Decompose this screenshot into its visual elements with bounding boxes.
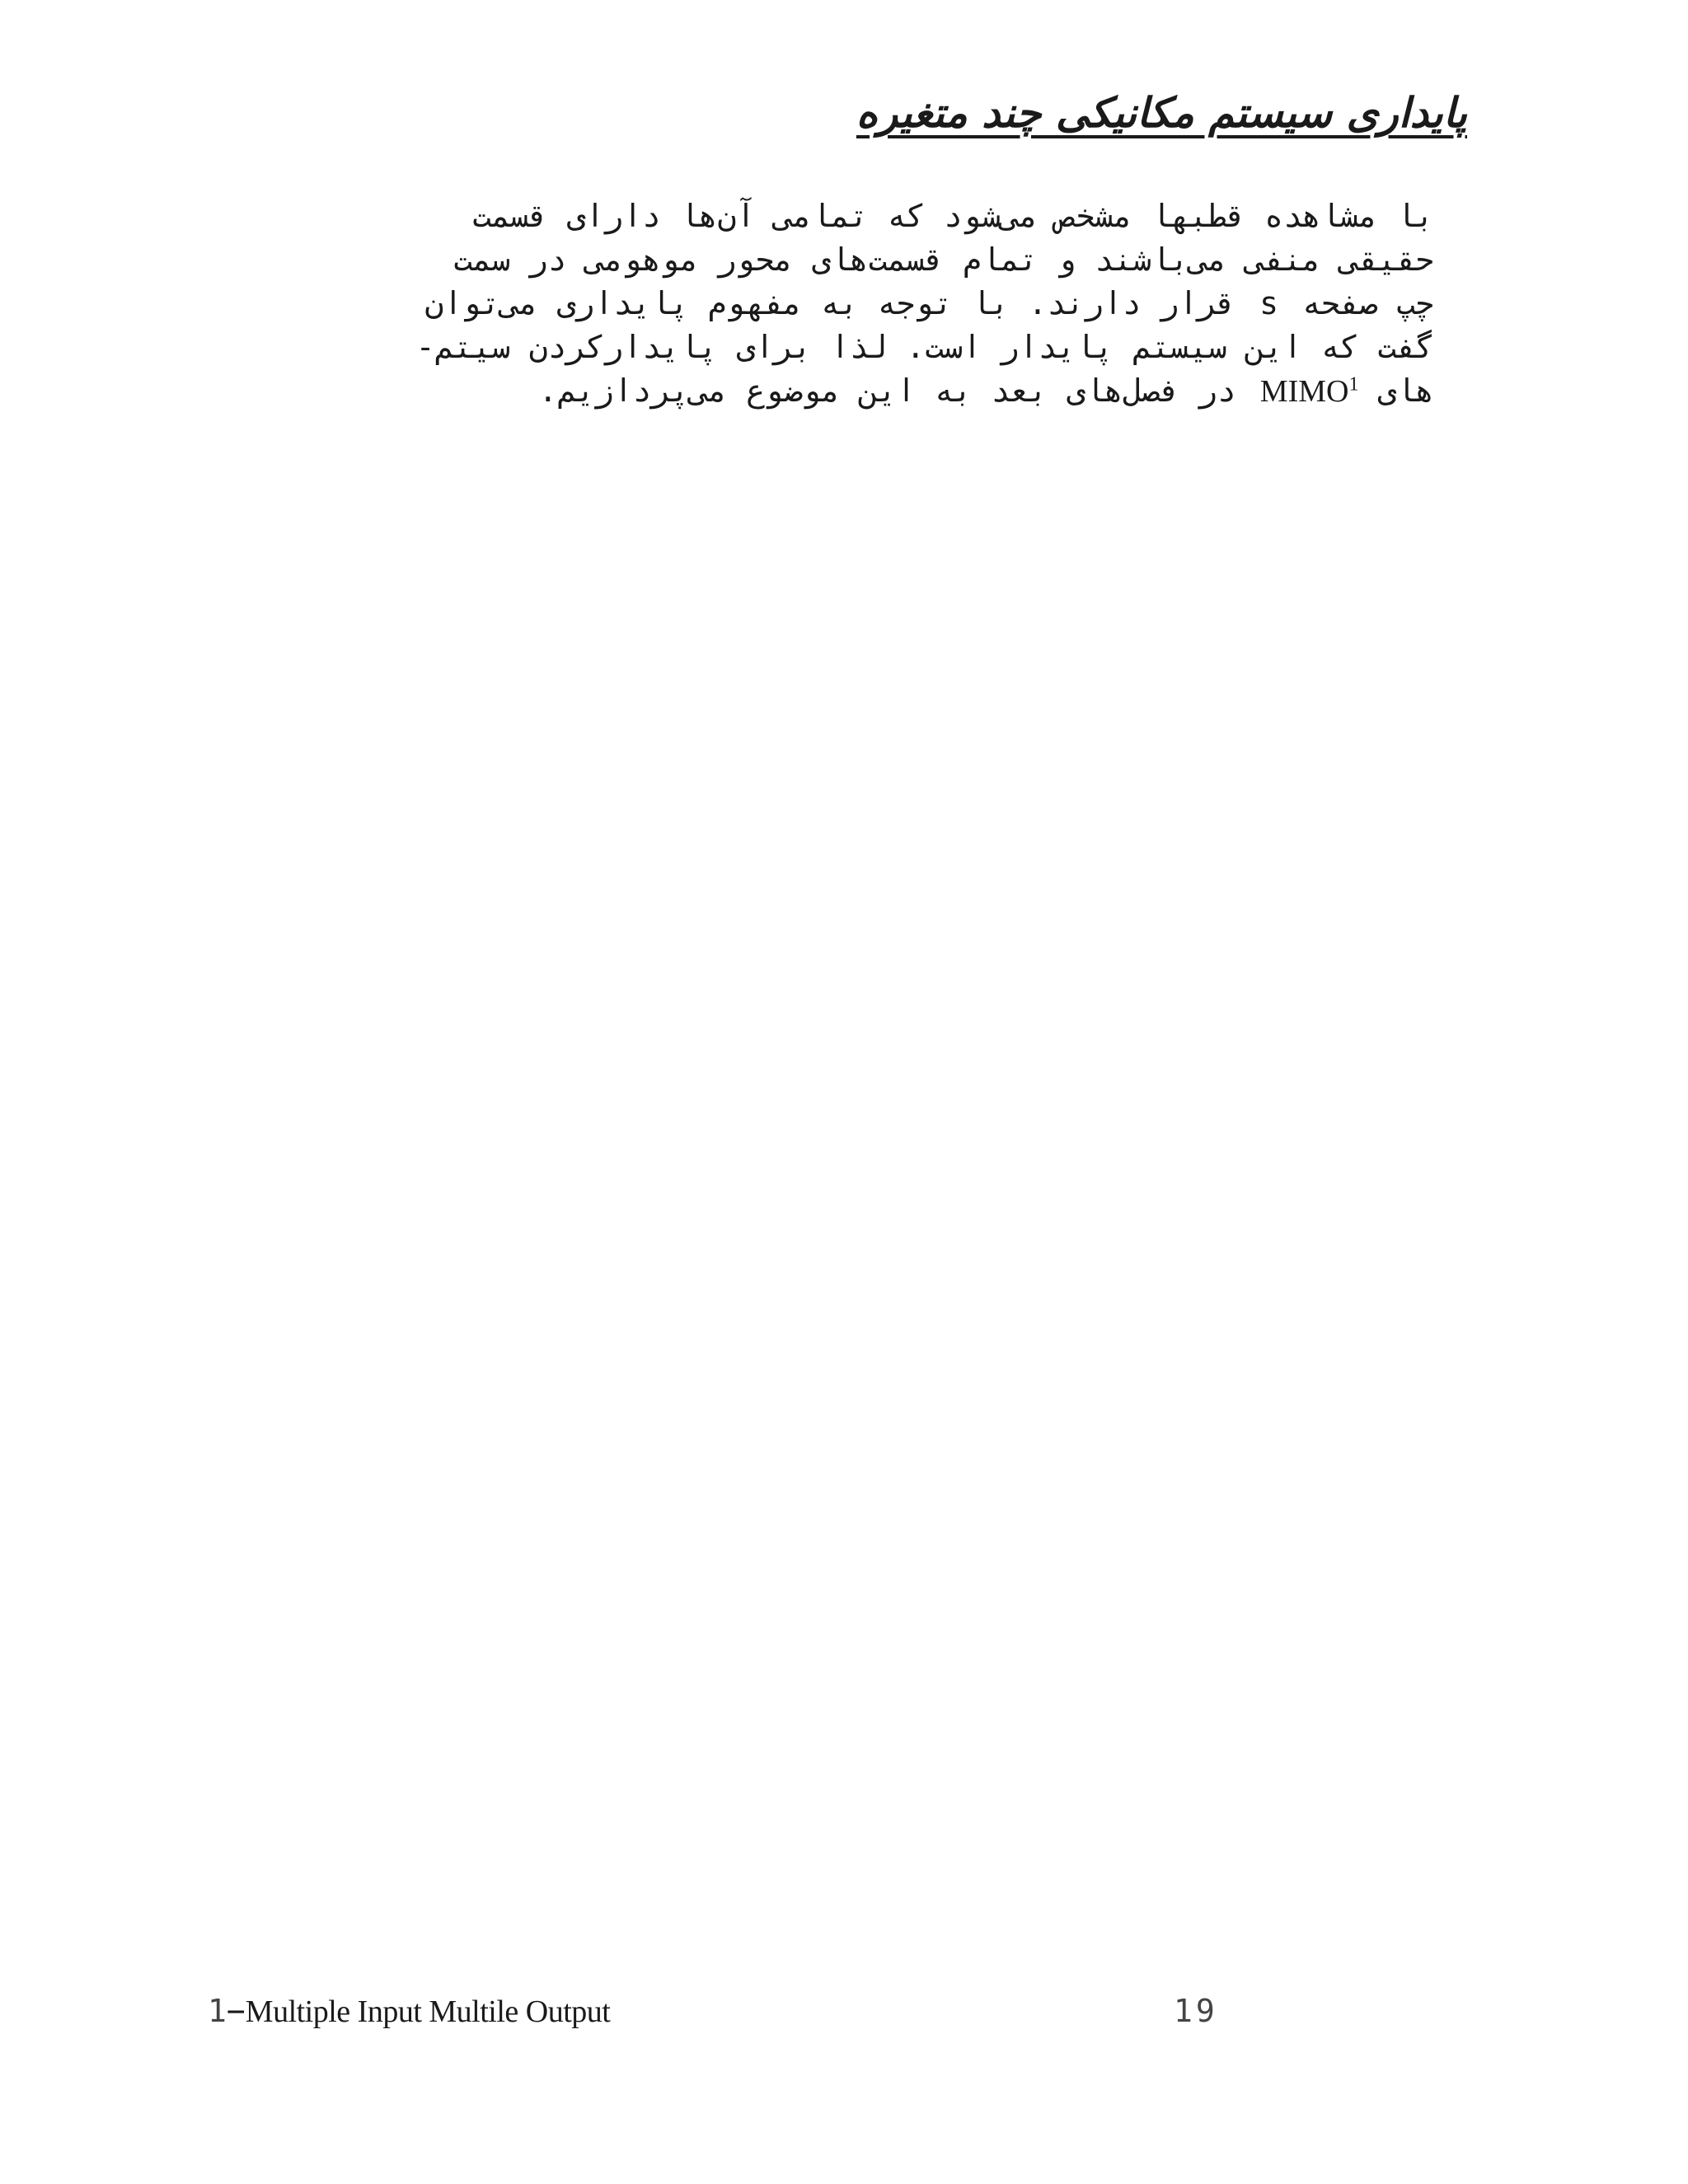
paragraph-text: در فصل‌های بعد به این موضوع می‌پردازیم. xyxy=(538,373,1260,409)
paragraph-line-last xyxy=(208,369,1434,414)
mimo-term xyxy=(1260,374,1359,409)
page-title: پایداری سیستم مکانیکی چند متغیره xyxy=(856,89,1467,137)
footnote-text: Multiple Input Multile Output xyxy=(245,1994,611,2029)
footnote xyxy=(208,1993,610,2030)
paragraph-line: حقیقی منفی می‌باشند و تمام قسمت‌های محور موهومی در سمت xyxy=(453,241,1434,278)
mimo-term-text: MIMO xyxy=(1259,374,1349,409)
footnote-number: 1 xyxy=(208,1993,227,2029)
paragraph-line: گفت که این سیستم پایدار است. لذا برای پایدارکردن سیتم- xyxy=(415,329,1434,365)
footnote-reference: 1 xyxy=(1348,373,1359,396)
paragraph-line: با مشاهده قطبها مشخص می‌شود که تمامی آن‌ها دارای قسمت xyxy=(472,198,1434,234)
page-number: 19 xyxy=(1174,1993,1218,2029)
paragraph-text: های xyxy=(1358,373,1434,409)
paragraph-line: چپ صفحه s قرار دارند. با توجه به مفهوم پایداری می‌توان xyxy=(424,285,1434,321)
body-paragraph xyxy=(208,194,1434,414)
footnote-separator: − xyxy=(226,1993,246,2029)
